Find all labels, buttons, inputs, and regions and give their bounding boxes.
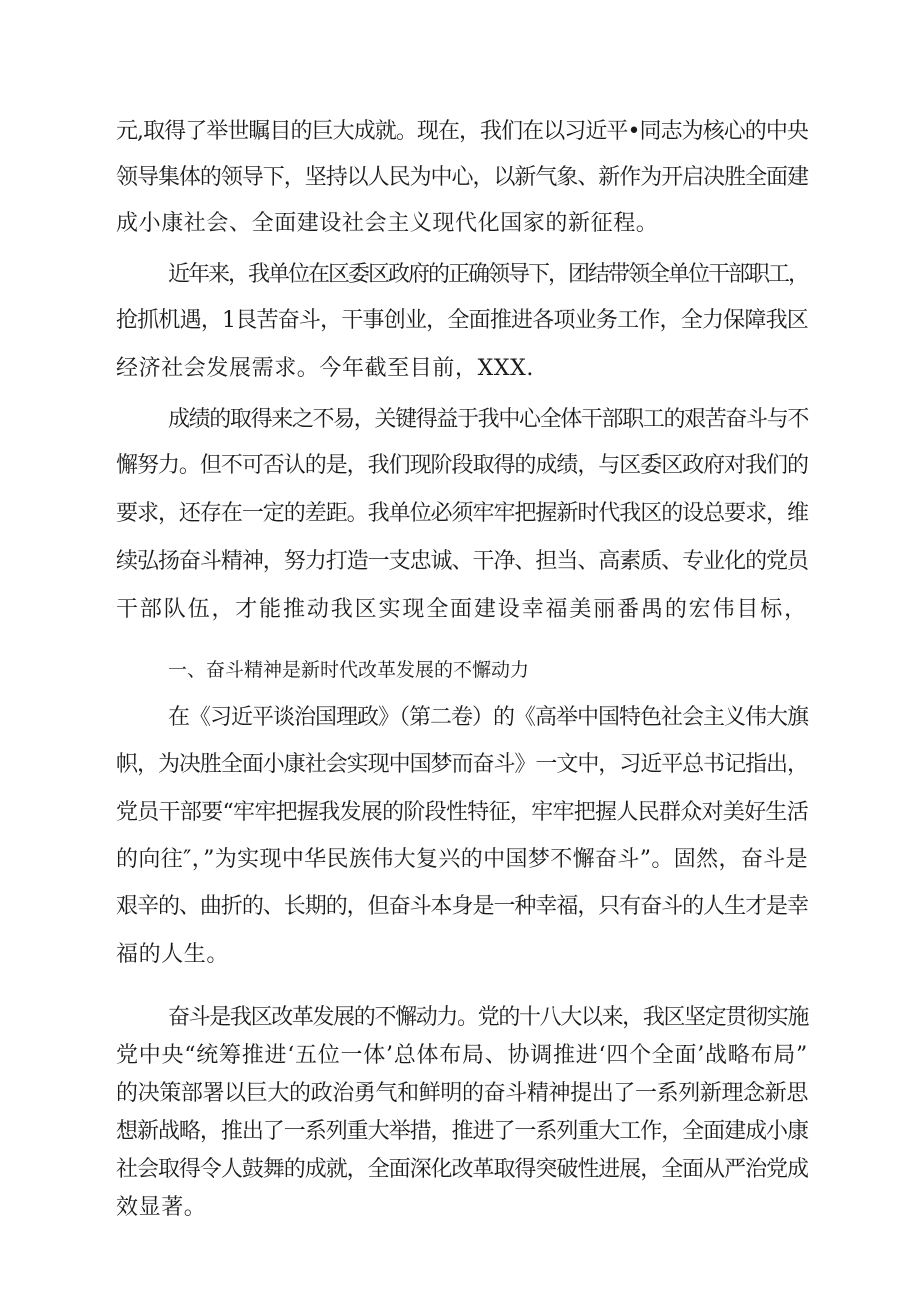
paragraph-3-line-1: 成绩的取得来之不易，关键得益于我中心全体干部职工的艰苦奋斗与不 — [168, 407, 808, 432]
section-paragraph-1-line-2: 帜，为决胜全面小康社会实现中国梦而奋斗》一文中，习近平总书记指出， — [116, 752, 808, 777]
section-paragraph-1-line-4: 的向往″，”为实现中华民族伟大复兴的中国梦不懈奋斗”。固然，奋斗是 — [116, 847, 808, 872]
section-paragraph-2-line-2: 党中央“统筹推进‘五位一体’总体布局、协调推进‘四个全面’战略布局” — [116, 1043, 808, 1068]
paragraph-3-line-4: 续弘扬奋斗精神，努力打造一支忠诚、干净、担当、高素质、专业化的党员 — [116, 549, 808, 574]
section-paragraph-1-line-3: 党员干部要“牢牢把握我发展的阶段性特征，牢牢把握人民群众对美好生活 — [116, 800, 808, 825]
paragraph-3-line-2: 懈努力。但不可否认的是，我们现阶段取得的成绩，与区委区政府对我们的 — [116, 453, 808, 478]
paragraph-1-line-2: 领导集体的领导下，坚持以人民为中心，以新气象、新作为开启决胜全面建 — [116, 165, 808, 190]
section-paragraph-1-line-1: 在《习近平谈治国理政》（第二卷）的《高举中国特色社会主义伟大旗 — [168, 705, 808, 730]
section-paragraph-2-line-6: 效显著。 — [116, 1195, 207, 1220]
section-paragraph-1-line-5: 艰辛的、曲折的、长期的，但奋斗本身是一种幸福，只有奋斗的人生才是幸 — [116, 894, 808, 919]
paragraph-3-line-5: 干部队伍，才能推动我区实现全面建设幸福美丽番禺的宏伟目标， — [116, 597, 808, 622]
section-paragraph-2-line-4: 想新战略，推出了一系列重大举措，推进了一系列重大工作，全面建成小康 — [116, 1119, 808, 1144]
section-heading: 一、奋斗精神是新时代改革发展的不懈动力 — [168, 659, 530, 681]
paragraph-2-line-1: 近年来，我单位在区委区政府的正确领导下，团结带领全单位干部职工， — [168, 262, 809, 287]
paragraph-2-line-2: 抢抓机遇，1艮苦奋斗，干事创业，全面推进各项业务工作，全力保障我区 — [116, 308, 808, 333]
section-paragraph-2-line-1: 奋斗是我区改革发展的不懈动力。党的十八大以来，我区坚定贯彻实施 — [168, 1005, 808, 1030]
paragraph-1-line-1: 元,取得了举世瞩目的巨大成就。现在，我们在以习近平•同志为核心的中央 — [116, 119, 808, 144]
section-paragraph-1-line-6: 福的人生。 — [116, 942, 230, 967]
paragraph-2-line-3: 经济社会发展需求。今年截至目前，XXX. — [116, 356, 534, 381]
paragraph-3-line-3: 要求，还存在一定的差距。我单位必须牢牢把握新时代我区的设总要求，维 — [116, 501, 808, 526]
section-paragraph-2-line-3: 的决策部署以巨大的政治勇气和鲜明的奋斗精神提出了一系列新理念新思 — [116, 1081, 808, 1106]
paragraph-1-line-3: 成小康社会、全面建设社会主义现代化国家的新征程。 — [116, 211, 659, 236]
section-paragraph-2-line-5: 社会取得令人鼓舞的成就，全面深化改革取得突破性进展，全面从严治党成 — [116, 1157, 808, 1182]
